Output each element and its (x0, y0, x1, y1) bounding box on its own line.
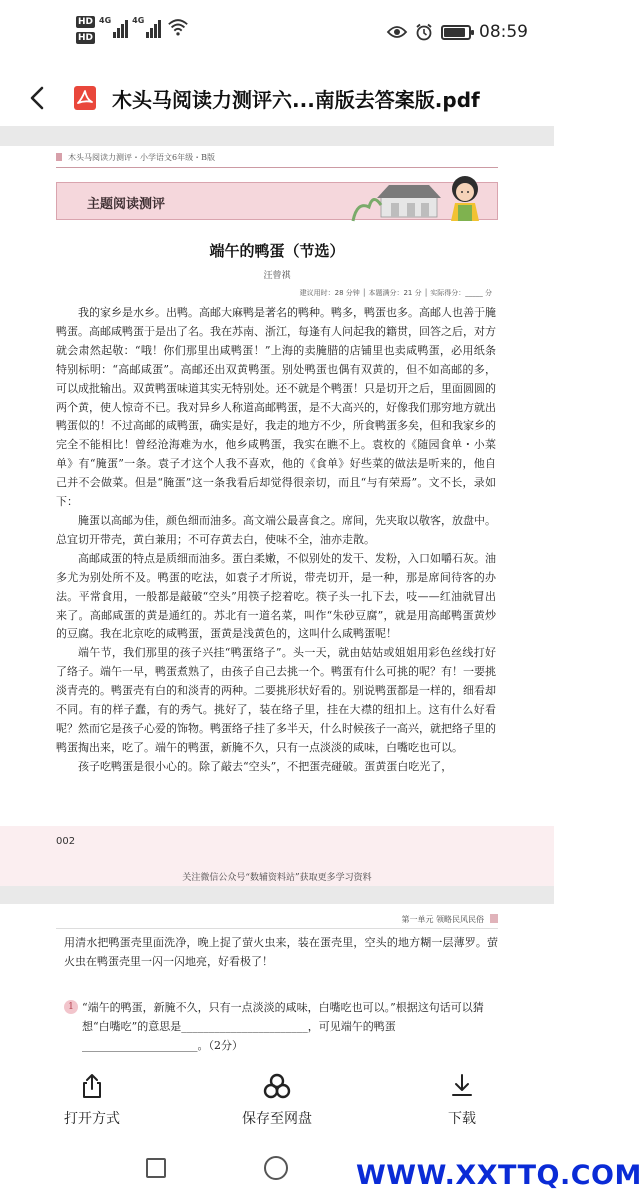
save-to-cloud-label: 保存至网盘 (242, 1111, 312, 1127)
signal-bar (158, 20, 161, 38)
cloud-drive-icon (263, 1072, 291, 1100)
banner-illustration (347, 171, 497, 221)
signal-icon-2 (132, 16, 161, 38)
question-text: “端午的鸭蛋，新腌不久，只有一点淡淡的咸味，白嘴吃也可以。”根据这句话可以猜想“白嘴吃”的意思是_______________________，可见端午的鸭蛋_____________________。（2分） (82, 1001, 484, 1052)
section-banner (56, 182, 498, 220)
page-number: 002 (56, 836, 76, 847)
status-right (387, 22, 528, 42)
title-bar (0, 70, 554, 126)
running-head: 木头马阅读力测评・小学语文6年级・B版 (56, 152, 498, 168)
system-nav-bar (0, 1142, 642, 1200)
download-button[interactable] (392, 1064, 532, 1142)
recent-apps-button[interactable] (146, 1158, 166, 1178)
signal-bar (117, 28, 120, 38)
signal-bar (154, 24, 157, 38)
download-icon (448, 1072, 476, 1100)
signal-bar (121, 24, 124, 38)
network-type-label-1: 4G (99, 16, 112, 25)
article-author: 汪曾祺 (263, 271, 291, 281)
page-2-header: 第一单元 领略民风民俗 (401, 914, 498, 925)
signal-bar (113, 32, 116, 38)
chevron-left-icon (29, 86, 45, 110)
article-title: 端午的鸭蛋（节选） (209, 242, 345, 260)
signal-bar (150, 28, 153, 38)
wifi-icon (167, 16, 189, 38)
paragraph: 高邮咸蛋的特点是质细而油多。蛋白柔嫩，不似别处的发干、发粉，入口如嚼石灰。油多尤为别处所不及。鸭蛋的吃法，如袁子才所说，带壳切开，是一种，那是席间待客的办法。平常食用，一般都是敲破“空头”用筷子挖着吃。筷子头一扎下去，吱——红油就冒出来了。高邮咸蛋的黄是通红的。苏北有一道名菜，叫作“朱砂豆腐”，就是用高邮鸭蛋黄炒的豆腐。我在北京吃的咸鸭蛋，蛋黄是浅黄色的，这叫什么咸鸭蛋呢！ (56, 551, 496, 641)
hd-indicators (76, 16, 95, 44)
banner-title: 主题阅读测评 (87, 197, 166, 212)
battery-fill (444, 28, 465, 37)
clock: 08:59 (479, 22, 528, 42)
header-divider (56, 928, 498, 929)
signal-bar (146, 32, 149, 38)
paragraph: 我的家乡是水乡。出鸭。高邮大麻鸭是著名的鸭种。鸭多，鸭蛋也多。高邮人也善于腌鸭蛋。高邮咸鸭蛋于是出了名。我在苏南、浙江，每逢有人问起我的籍贯，回答之后，对方就会肃然起敬：“哦！你们那里出咸鸭蛋！”上海的卖腌腊的店铺里也卖咸鸭蛋，必用纸条特别标明：“高邮咸蛋”。高邮还出双黄鸭蛋。别处鸭蛋也偶有双黄的，但不如高邮的多，可以成批输出。双黄鸭蛋味道其实无特别处。还不就是个鸭蛋！只是切开之后，里面圆圆的两个黄，使人惊奇不已。我对异乡人称道高邮鸭蛋，是不大高兴的，好像我们那穷地方就出鸭蛋似的！不过高邮的咸鸭蛋，确实是好，我走的地方不少，所食鸭蛋多矣，但和我家乡的完全不能相比！曾经沧海难为水，他乡咸鸭蛋，我实在瞧不上。袁枚的《随园食单・小菜单》有“腌蛋”一条。袁子才这个人我不喜欢，他的《食单》好些菜的做法是听来的，他自己并不会做菜。但是“腌蛋”这一条我看后却觉得很亲切，而且“与有荣焉”。文不长，录如下： (56, 306, 496, 509)
bottom-action-bar (0, 1064, 554, 1142)
paragraph: 腌蛋以高邮为佳，颜色细而油多。高文端公最喜食之。席间，先夹取以敬客，放盘中。总宜切开带壳，黄白兼用；不可存黄去白，使味不全，油亦走散。 (56, 513, 496, 546)
open-with-label: 打开方式 (64, 1111, 120, 1127)
download-label: 下载 (448, 1111, 476, 1127)
watermark: WWW.XXTTQ.COM (356, 1160, 642, 1191)
network-type-label-2: 4G (132, 16, 145, 25)
question-number-badge: 1 (64, 1000, 78, 1014)
open-with-button[interactable] (22, 1064, 162, 1142)
pdf-glyph-icon (74, 86, 96, 110)
paragraph: 孩子吃鸭蛋是很小心的。除了敲去“空头”，不把蛋壳碰破。蛋黄蛋白吃光了， (78, 759, 453, 773)
signal-bar (125, 20, 128, 38)
save-to-cloud-button[interactable] (207, 1064, 347, 1142)
hd-badge-2: HD (78, 33, 94, 43)
paragraph: 端午节，我们那里的孩子兴挂“鸭蛋络子”。头一天，就由姑姑或姐姐用彩色丝线打好了络子。端午一早，鸭蛋煮熟了，由孩子自己去挑一个。鸭蛋有什么可挑的呢？有！一要挑淡青壳的。鸭蛋壳有白的和淡青的两种。二要挑形状好看的。别说鸭蛋都是一样的，细看却不同。有的样子蠢，有的秀气。挑好了，装在络子里，挂在大襟的纽扣上。这有什么好看呢？然而它是孩子心爱的饰物。鸭蛋络子挂了多半天，什么时候孩子一高兴，就把络子里的鸭蛋掏出来，吃了。端午的鸭蛋，新腌不久，只有一点淡淡的咸味，白嘴吃也可以。 (56, 646, 496, 754)
test-meta: 建议用时：28 分钟 │ 本题满分：21 分 │ 实际得分：_____ 分 (299, 289, 492, 297)
status-left (76, 16, 189, 44)
pdf-page-1 (0, 146, 554, 886)
signal-icon-1 (99, 16, 128, 38)
footer-note: 关注微信公众号“数辅资料站”获取更多学习资料 (182, 873, 372, 883)
article-body (56, 304, 496, 777)
pdf-file-icon (74, 86, 96, 110)
eye-comfort-icon (387, 24, 407, 40)
back-button[interactable] (22, 83, 52, 113)
pdf-viewer[interactable] (0, 126, 554, 1064)
continued-text: 用清水把鸭蛋壳里面洗净，晚上捉了萤火虫来，装在蛋壳里，空头的地方糊一层薄罗。萤火虫在鸭蛋壳里一闪一闪地亮，好看极了！ (64, 936, 498, 968)
status-bar (0, 0, 554, 70)
question-1 (64, 998, 498, 1055)
document-title: 木头马阅读力测评六...南版去答案版.pdf (112, 87, 480, 112)
share-icon (78, 1072, 106, 1100)
hd-badge-1: HD (78, 17, 94, 27)
battery-icon (441, 25, 471, 40)
alarm-icon (415, 23, 433, 41)
home-button[interactable] (264, 1156, 288, 1180)
